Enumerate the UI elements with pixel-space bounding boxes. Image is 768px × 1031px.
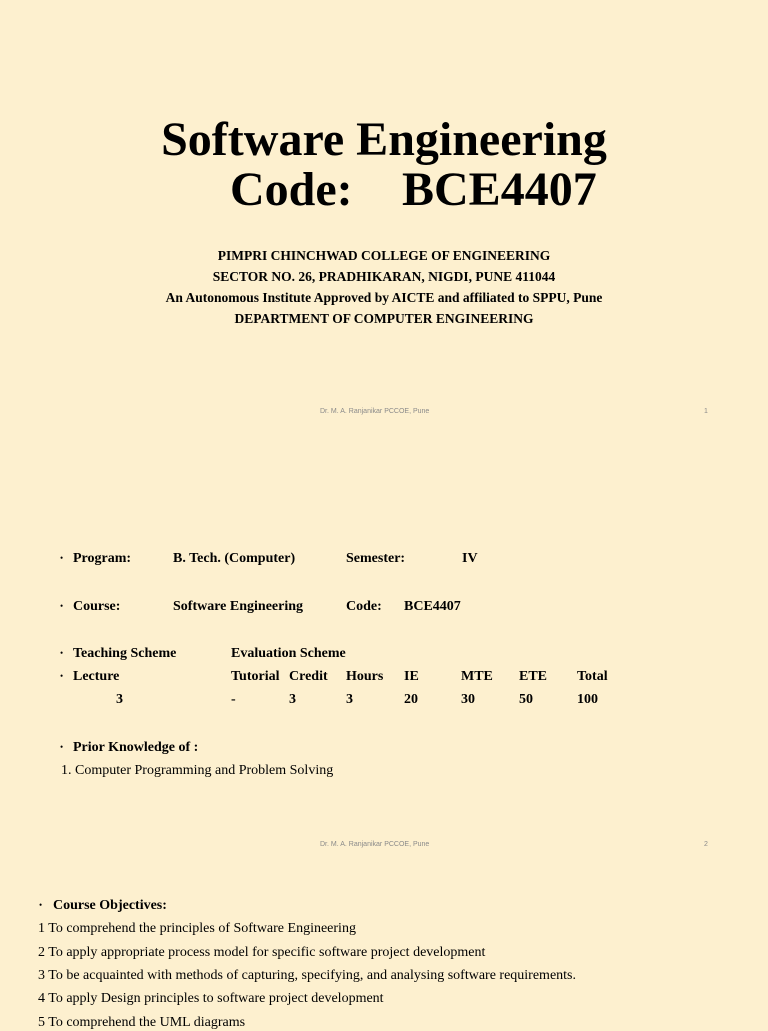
total-value: 100 [577, 692, 598, 707]
objective-item: 1 To comprehend the principles of Software Engineering [38, 921, 356, 936]
bullet: • [60, 742, 64, 752]
bullet: • [60, 553, 64, 563]
evaluation-scheme-label: Evaluation Scheme [231, 646, 346, 661]
slide1-page-number: 1 [704, 408, 708, 415]
course-code-label: Code: [346, 599, 382, 614]
prior-knowledge-item: 1. Computer Programming and Problem Solving [61, 763, 334, 778]
program-value: B. Tech. (Computer) [173, 551, 296, 566]
slide1-footer-author: Dr. M. A. Ranjanikar PCCOE, Pune [320, 408, 430, 415]
slide2-footer-author: Dr. M. A. Ranjanikar PCCOE, Pune [320, 841, 430, 848]
lecture-label: Lecture [73, 669, 120, 684]
column-header-hours: Hours [346, 669, 384, 684]
bullet: • [60, 671, 64, 681]
college-address: SECTOR NO. 26, PRADHIKARAN, NIGDI, PUNE 411044 [212, 269, 556, 284]
mte-value: 30 [461, 692, 475, 707]
program-label: Program: [73, 551, 132, 566]
objective-item: 2 To apply appropriate process model for specific software project development [38, 945, 486, 960]
college-name: PIMPRI CHINCHWAD COLLEGE OF ENGINEERING [217, 248, 551, 263]
bullet: • [60, 648, 64, 658]
teaching-scheme-label: Teaching Scheme [73, 646, 177, 661]
course-objectives-label: Course Objectives: [53, 898, 167, 913]
column-header-credit: Credit [289, 669, 328, 684]
slide1-code-label: Code: [230, 163, 353, 216]
column-header-total: Total [577, 669, 608, 684]
prior-knowledge-label: Prior Knowledge of : [73, 740, 199, 755]
slide1-code-value: BCE4407 [402, 163, 597, 216]
course-value: Software Engineering [173, 599, 304, 614]
bullet: • [60, 601, 64, 611]
ie-value: 20 [404, 692, 418, 707]
objective-item: 5 To comprehend the UML diagrams [38, 1015, 246, 1030]
college-affiliation: An Autonomous Institute Approved by AICTE and affiliated to SPPU, Pune [165, 290, 603, 305]
slide2-page-number: 2 [704, 841, 708, 848]
course-label: Course: [73, 599, 121, 614]
column-header-ete: ETE [519, 669, 548, 684]
column-header-mte: MTE [461, 669, 493, 684]
semester-label: Semester: [346, 551, 406, 566]
bullet: • [39, 900, 43, 910]
course-code-value: BCE4407 [404, 599, 461, 614]
tutorial-value: - [231, 692, 236, 707]
hours-value: 3 [346, 692, 353, 707]
objective-item: 4 To apply Design principles to software project development [38, 991, 384, 1006]
ete-value: 50 [519, 692, 533, 707]
lecture-value: 3 [116, 692, 123, 707]
slide1-title: Software Engineering [161, 113, 607, 166]
column-header-ie: IE [404, 669, 419, 684]
credit-value: 3 [289, 692, 296, 707]
semester-value: IV [462, 551, 478, 566]
objective-item: 3 To be acquainted with methods of capturing, specifying, and analysing software requirements. [38, 968, 577, 983]
column-header-tutorial: Tutorial [231, 669, 280, 684]
department-name: DEPARTMENT OF COMPUTER ENGINEERING [234, 311, 534, 326]
